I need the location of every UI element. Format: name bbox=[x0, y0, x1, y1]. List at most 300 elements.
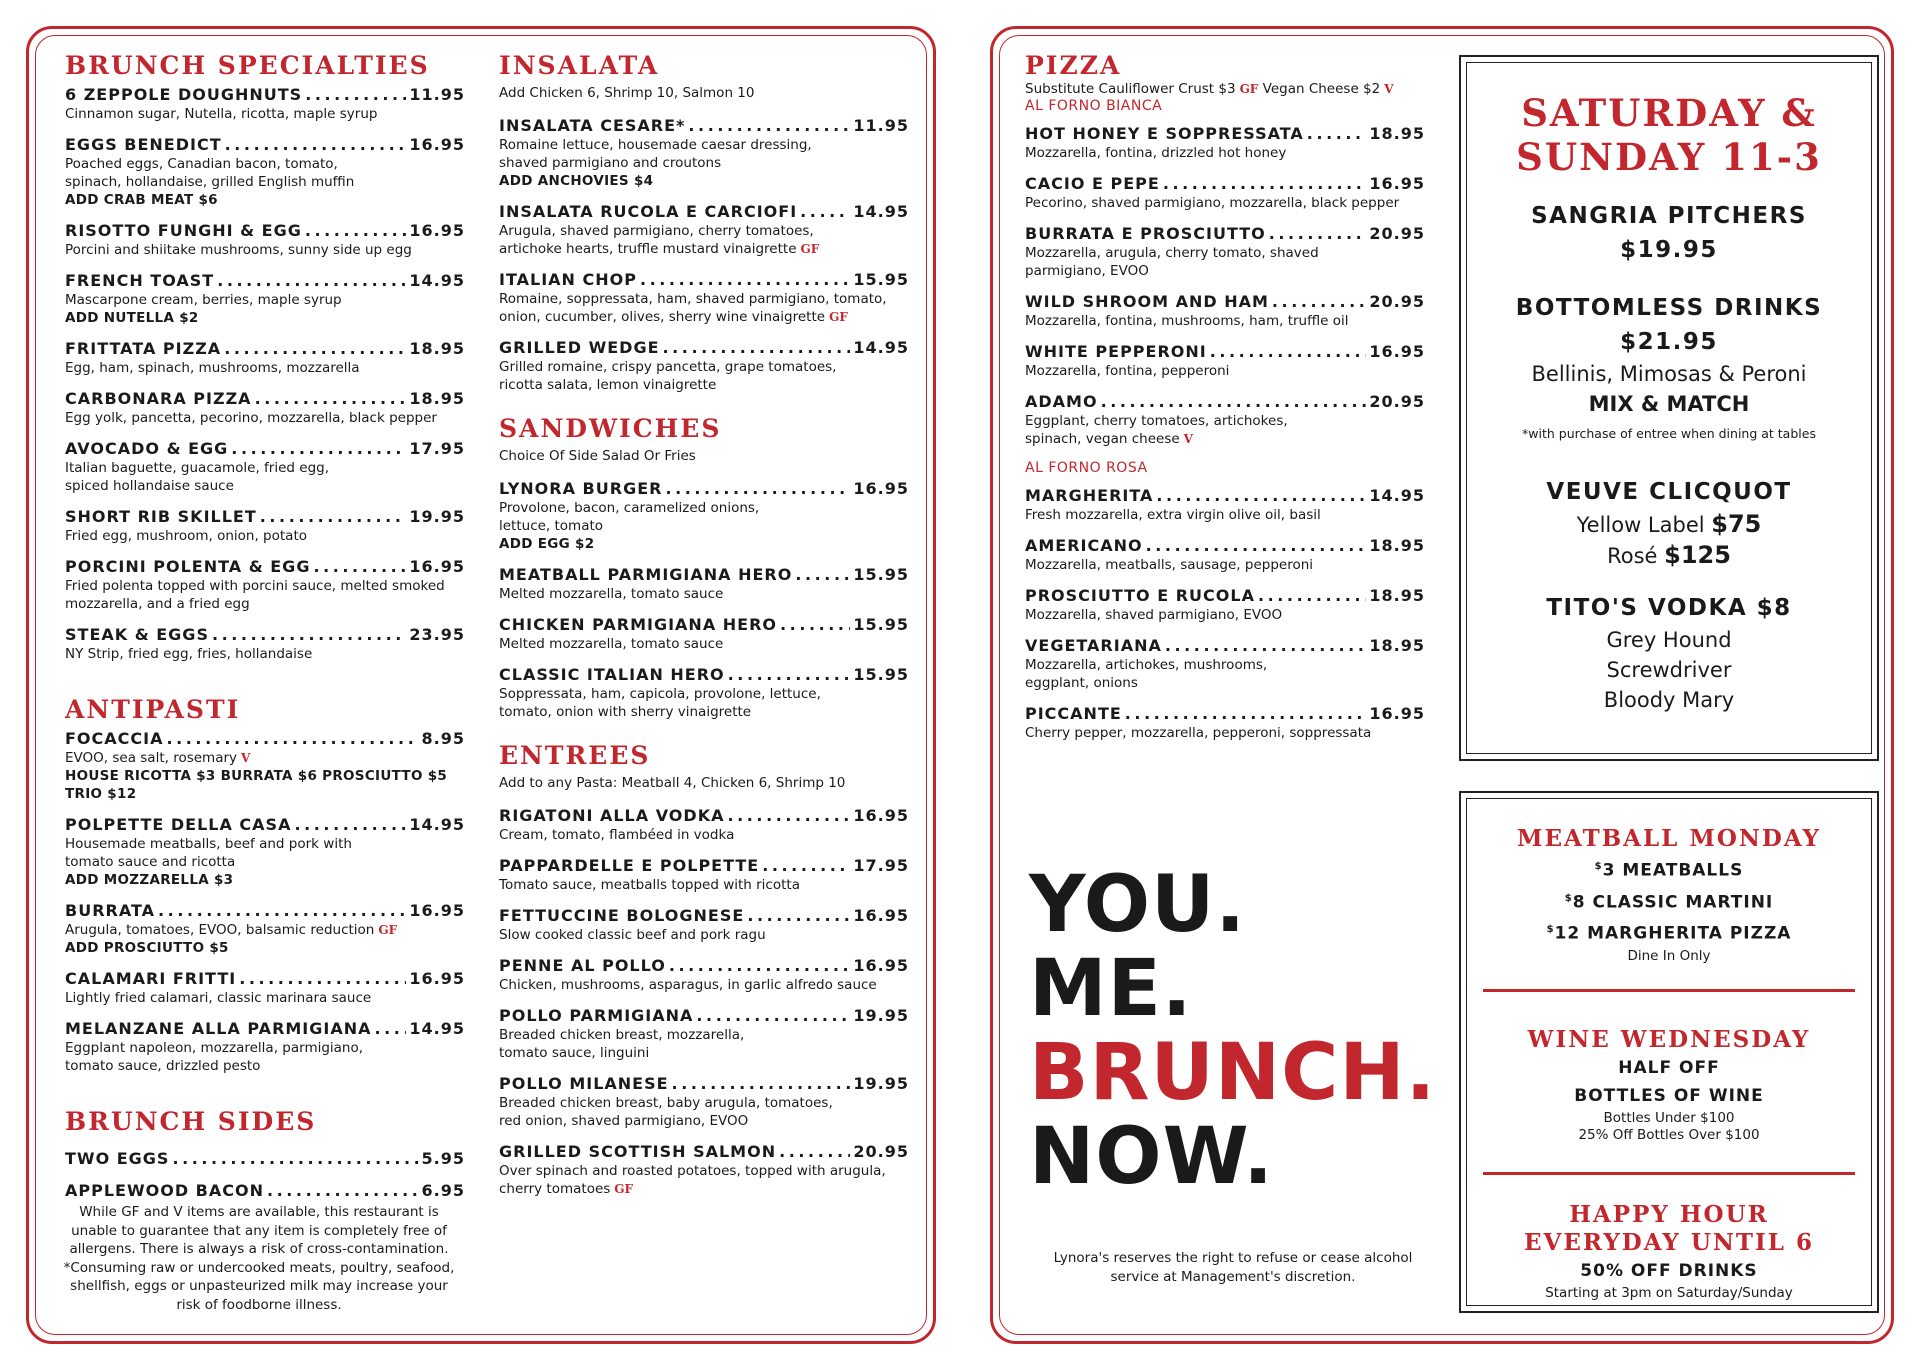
menu-item-description bbox=[499, 703, 909, 721]
dot-leader bbox=[800, 202, 850, 222]
description-text: NY Strip, fried egg, fries, hollandaise bbox=[65, 646, 313, 662]
menu-item-name: CHICKEN PARMIGIANA HERO bbox=[499, 615, 778, 634]
menu-item bbox=[499, 116, 909, 190]
menu-item-description bbox=[65, 527, 465, 545]
menu-item-price: 18.95 bbox=[1369, 536, 1425, 555]
menu-item-description bbox=[65, 173, 465, 191]
description-text: parmigiano, EVOO bbox=[1025, 263, 1149, 279]
menu-item-header bbox=[65, 85, 465, 105]
description-text: spinach, hollandaise, grilled English muffin bbox=[65, 174, 355, 190]
menu-item-description bbox=[499, 136, 909, 154]
yellow-label-text: Yellow Label bbox=[1576, 513, 1705, 537]
menu-item-name: FRITTATA PIZZA bbox=[65, 339, 222, 358]
menu-item-header bbox=[65, 221, 465, 241]
menu-item bbox=[65, 271, 465, 327]
dot-leader bbox=[727, 806, 850, 826]
description-text: Soppressata, ham, capicola, provolone, lettuce, bbox=[499, 686, 821, 702]
menu-item-header bbox=[65, 389, 465, 409]
menu-item-description bbox=[1025, 430, 1425, 448]
menu-item-description bbox=[65, 1039, 465, 1057]
description-text: Melted mozzarella, tomato sauce bbox=[499, 636, 724, 652]
rose-price: $125 bbox=[1664, 541, 1731, 569]
menu-item-name: WILD SHROOM AND HAM bbox=[1025, 292, 1269, 311]
description-text: Breaded chicken breast, baby arugula, tomatoes, bbox=[499, 1095, 833, 1111]
menu-item-description bbox=[499, 685, 909, 703]
menu-item bbox=[499, 1142, 909, 1198]
menu-item-name: APPLEWOOD BACON bbox=[65, 1181, 264, 1200]
menu-item-description bbox=[499, 926, 909, 944]
menu-item-price: 16.95 bbox=[853, 906, 909, 925]
veuve-label: VEUVE CLICQUOT bbox=[1546, 479, 1792, 505]
dot-leader bbox=[305, 85, 406, 105]
brunch-specialties-section bbox=[65, 51, 465, 663]
menu-item-header bbox=[65, 625, 465, 645]
menu-item bbox=[65, 85, 465, 123]
veuve-rose bbox=[1461, 540, 1877, 571]
menu-item-header bbox=[499, 338, 909, 358]
description-text: Housemade meatballs, beef and pork with bbox=[65, 836, 352, 852]
dot-leader bbox=[665, 479, 850, 499]
menu-item-name: ADAMO bbox=[1025, 392, 1098, 411]
menu-item-name: RIGATONI ALLA VODKA bbox=[499, 806, 725, 825]
menu-item-name: STEAK & EGGS bbox=[65, 625, 209, 644]
menu-item-price: 18.95 bbox=[1369, 586, 1425, 605]
menu-item-list bbox=[499, 116, 909, 394]
description-text: Lightly fried calamari, classic marinara sauce bbox=[65, 990, 372, 1006]
menu-item-name: CLASSIC ITALIAN HERO bbox=[499, 665, 725, 684]
menu-item-description bbox=[1025, 674, 1425, 692]
dot-leader bbox=[225, 135, 407, 155]
menu-item bbox=[1025, 586, 1425, 624]
happy-title: EVERYDAY UNTIL 6 bbox=[1524, 1228, 1814, 1256]
menu-item-description bbox=[499, 635, 909, 653]
bottomless-price: $21.95 bbox=[1620, 329, 1718, 355]
menu-item-name: EGGS BENEDICT bbox=[65, 135, 222, 154]
menu-item-header bbox=[65, 901, 465, 921]
menu-item-name: TWO EGGS bbox=[65, 1149, 170, 1168]
dot-leader bbox=[260, 507, 407, 527]
menu-item bbox=[65, 135, 465, 209]
menu-item-description bbox=[499, 240, 909, 258]
brunch-sides-section bbox=[65, 1107, 465, 1201]
dot-leader bbox=[313, 557, 406, 577]
menu-item-description bbox=[499, 290, 909, 308]
description-text: Mozzarella, arugula, cherry tomato, shaved bbox=[1025, 245, 1319, 261]
dot-leader bbox=[780, 615, 850, 635]
dot-leader bbox=[255, 389, 407, 409]
section-title: BRUNCH SIDES bbox=[65, 1107, 317, 1136]
menu-item-price: 5.95 bbox=[421, 1149, 465, 1168]
titos-label: TITO'S VODKA $8 bbox=[1546, 595, 1792, 621]
description-text: Tomato sauce, meatballs topped with ricotta bbox=[499, 877, 800, 893]
description-text: Porcini and shiitake mushrooms, sunny side up egg bbox=[65, 242, 412, 258]
menu-item bbox=[499, 906, 909, 944]
dot-leader bbox=[1125, 704, 1367, 724]
menu-item-price: 16.95 bbox=[409, 557, 465, 576]
menu-item-header bbox=[65, 1181, 465, 1201]
description-text: Arugula, shaved parmigiano, cherry tomatoes, bbox=[499, 223, 814, 239]
menu-item-price: 20.95 bbox=[853, 1142, 909, 1161]
menu-item bbox=[65, 1181, 465, 1201]
menu-item-header bbox=[499, 856, 909, 876]
menu-item-header bbox=[1025, 536, 1425, 556]
menu-item-list bbox=[499, 479, 909, 721]
dot-leader bbox=[747, 906, 850, 926]
dot-leader bbox=[1165, 636, 1367, 656]
menu-item bbox=[499, 806, 909, 844]
menu-item bbox=[499, 338, 909, 394]
happy-line: 50% OFF DRINKS bbox=[1580, 1260, 1758, 1281]
menu-item-name: MEATBALL PARMIGIANA HERO bbox=[499, 565, 793, 584]
menu-item-name: PORCINI POLENTA & EGG bbox=[65, 557, 311, 576]
description-text: Egg yolk, pancetta, pecorino, mozzarella, black pepper bbox=[65, 410, 437, 426]
menu-item-description bbox=[499, 876, 909, 894]
description-text: Mozzarella, meatballs, sausage, pepperoni bbox=[1025, 557, 1314, 573]
description-text: Fresh mozzarella, extra virgin olive oil, basil bbox=[1025, 507, 1321, 523]
menu-item-name: MELANZANE ALLA PARMIGIANA bbox=[65, 1019, 372, 1038]
dot-leader bbox=[1146, 536, 1367, 556]
menu-item-description bbox=[499, 826, 909, 844]
dot-leader bbox=[1269, 224, 1367, 244]
menu-item-description bbox=[499, 585, 909, 603]
section-note: Choice Of Side Salad Or Fries bbox=[499, 448, 696, 464]
menu-item-addon: ADD PROSCIUTTO $5 bbox=[65, 940, 229, 956]
fine-print: *with purchase of entree when dining at tables bbox=[1522, 426, 1816, 441]
dot-leader bbox=[762, 856, 850, 876]
description-text: cherry tomatoes bbox=[499, 1181, 611, 1197]
menu-item-price: 14.95 bbox=[853, 202, 909, 221]
menu-item-price: 16.95 bbox=[409, 969, 465, 988]
dot-leader bbox=[728, 665, 851, 685]
entrees-section bbox=[499, 741, 909, 1198]
menu-item-description bbox=[65, 241, 465, 259]
menu-item-name: GRILLED SCOTTISH SALMON bbox=[499, 1142, 777, 1161]
menu-item-addon: ADD ANCHOVIES $4 bbox=[499, 173, 654, 189]
sangria-price: $19.95 bbox=[1620, 237, 1718, 263]
menu-item-header bbox=[1025, 586, 1425, 606]
description-text: Grilled romaine, crispy pancetta, grape tomatoes, bbox=[499, 359, 837, 375]
bottomless-desc: Bellinis, Mimosas & Peroni bbox=[1531, 362, 1807, 386]
menu-item-header bbox=[499, 806, 909, 826]
dot-leader bbox=[696, 1006, 850, 1026]
dot-leader bbox=[267, 1181, 419, 1201]
monday-line-text: 12 MARGHERITA PIZZA bbox=[1554, 923, 1792, 944]
section-note: Add Chicken 6, Shrimp 10, Salmon 10 bbox=[499, 85, 755, 101]
menu-item-name: CACIO E PEPE bbox=[1025, 174, 1160, 193]
weekly-specials-box bbox=[1459, 791, 1879, 1313]
menu-item bbox=[499, 565, 909, 603]
menu-item-header bbox=[1025, 124, 1425, 144]
menu-item bbox=[65, 339, 465, 377]
menu-item-header bbox=[499, 906, 909, 926]
right-column bbox=[499, 51, 909, 1210]
dot-leader bbox=[1272, 292, 1366, 312]
pizza-column bbox=[1025, 51, 1425, 754]
menu-item bbox=[65, 507, 465, 545]
description-text: shaved parmigiano and croutons bbox=[499, 155, 722, 171]
menu-item-name: PICCANTE bbox=[1025, 704, 1122, 723]
weekend-title-line2: SUNDAY 11-3 bbox=[1516, 135, 1822, 179]
menu-item-price: 14.95 bbox=[409, 271, 465, 290]
menu-item-description bbox=[1025, 656, 1425, 674]
menu-item bbox=[499, 479, 909, 553]
weekend-title-line1: SATURDAY & bbox=[1521, 91, 1817, 135]
menu-item-price: 20.95 bbox=[1369, 392, 1425, 411]
menu-item-addon: ADD MOZZARELLA $3 bbox=[65, 872, 234, 888]
menu-item-price: 14.95 bbox=[409, 1019, 465, 1038]
dot-leader bbox=[1307, 124, 1367, 144]
menu-item bbox=[499, 856, 909, 894]
menu-item-name: AMERICANO bbox=[1025, 536, 1143, 555]
menu-item-description bbox=[499, 499, 909, 517]
menu-item-name: POLLO PARMIGIANA bbox=[499, 1006, 694, 1025]
menu-item-price: 16.95 bbox=[409, 135, 465, 154]
dot-leader bbox=[795, 565, 850, 585]
menu-item-header bbox=[1025, 224, 1425, 244]
dot-leader bbox=[1258, 586, 1366, 606]
titos-item: Screwdriver bbox=[1606, 658, 1732, 682]
menu-item-name: 6 ZEPPOLE DOUGHNUTS bbox=[65, 85, 303, 104]
menu-item-name: POLPETTE DELLA CASA bbox=[65, 815, 292, 834]
menu-item-header bbox=[499, 1006, 909, 1026]
dot-leader bbox=[158, 901, 406, 921]
meatball-monday bbox=[1461, 793, 1877, 965]
menu-item-header bbox=[499, 615, 909, 635]
menu-item-description bbox=[65, 291, 465, 309]
section-title: ANTIPASTI bbox=[65, 695, 241, 724]
menu-item-description bbox=[499, 1026, 909, 1044]
menu-item-name: MARGHERITA bbox=[1025, 486, 1154, 505]
menu-item-description bbox=[1025, 362, 1425, 380]
menu-item-price: 16.95 bbox=[1369, 704, 1425, 723]
menu-item-price: 20.95 bbox=[1369, 224, 1425, 243]
antipasti-section bbox=[65, 695, 465, 1075]
monday-line-text: 8 CLASSIC MARTINI bbox=[1572, 892, 1774, 913]
menu-item-description bbox=[65, 577, 465, 595]
section-title: ENTREES bbox=[499, 741, 651, 770]
menu-item-name: BURRATA bbox=[65, 901, 156, 920]
pizza-substitutions bbox=[1025, 81, 1425, 98]
menu-item-header bbox=[65, 557, 465, 577]
menu-item bbox=[65, 625, 465, 663]
menu-item-description bbox=[499, 154, 909, 172]
menu-item bbox=[65, 1019, 465, 1075]
menu-item bbox=[1025, 224, 1425, 280]
happy-note: Starting at 3pm on Saturday/Sunday bbox=[1545, 1284, 1793, 1301]
menu-item-description bbox=[1025, 194, 1425, 212]
menu-item-description bbox=[499, 308, 909, 326]
menu-item-description bbox=[1025, 556, 1425, 574]
menu-item-header bbox=[499, 956, 909, 976]
section-title: PIZZA bbox=[1025, 51, 1122, 80]
menu-item-price: 23.95 bbox=[409, 625, 465, 644]
description-text: artichoke hearts, truffle mustard vinaigrette bbox=[499, 241, 797, 257]
menu-item-header bbox=[65, 439, 465, 459]
menu-item bbox=[1025, 536, 1425, 574]
menu-item bbox=[65, 901, 465, 957]
menu-item bbox=[65, 221, 465, 259]
menu-item-list bbox=[65, 1149, 465, 1201]
description-text: Slow cooked classic beef and pork ragu bbox=[499, 927, 766, 943]
menu-item-header bbox=[65, 507, 465, 527]
dot-leader bbox=[669, 956, 851, 976]
description-text: ricotta salata, lemon vinaigrette bbox=[499, 377, 717, 393]
slogan-line: NOW. bbox=[1029, 1112, 1274, 1202]
menu-item-price: 18.95 bbox=[409, 389, 465, 408]
description-text: Over spinach and roasted potatoes, topped with arugula, bbox=[499, 1163, 886, 1179]
wednesday-note: 25% Off Bottles Over $100 bbox=[1578, 1126, 1760, 1143]
section-title: INSALATA bbox=[499, 51, 660, 80]
menu-item-name: POLLO MILANESE bbox=[499, 1074, 669, 1093]
dot-leader bbox=[1210, 342, 1367, 362]
menu-item-header bbox=[499, 479, 909, 499]
section-note: Add to any Pasta: Meatball 4, Chicken 6, Shrimp 10 bbox=[499, 775, 846, 791]
menu-item-list bbox=[1025, 124, 1425, 448]
vegan-cheese-note: Vegan Cheese $2 bbox=[1262, 81, 1381, 97]
menu-item-description bbox=[65, 835, 465, 853]
monday-line bbox=[1461, 885, 1877, 917]
section-title: BRUNCH SPECIALTIES bbox=[65, 51, 430, 80]
menu-item-price: 14.95 bbox=[853, 338, 909, 357]
menu-item-description bbox=[65, 921, 465, 939]
description-text: EVOO, sea salt, rosemary bbox=[65, 750, 238, 766]
menu-item-name: SHORT RIB SKILLET bbox=[65, 507, 257, 526]
monday-note: Dine In Only bbox=[1627, 947, 1711, 964]
dot-leader bbox=[1156, 486, 1366, 506]
description-text: tomato sauce, drizzled pesto bbox=[65, 1058, 261, 1074]
menu-item-description bbox=[499, 1180, 909, 1198]
dot-leader bbox=[305, 221, 407, 241]
dollar-sup: $ bbox=[1594, 861, 1603, 872]
dietary-tag: V bbox=[241, 751, 251, 765]
menu-item-header bbox=[499, 202, 909, 222]
menu-item-description bbox=[499, 376, 909, 394]
menu-item-name: ITALIAN CHOP bbox=[499, 270, 637, 289]
description-text: tomato, onion with sherry vinaigrette bbox=[499, 704, 752, 720]
menu-item-header bbox=[1025, 174, 1425, 194]
description-text: spiced hollandaise sauce bbox=[65, 478, 234, 494]
menu-item-header bbox=[499, 270, 909, 290]
menu-item bbox=[1025, 342, 1425, 380]
menu-item-header bbox=[65, 729, 465, 749]
right-menu-panel bbox=[990, 26, 1894, 1344]
description-text: Mozzarella, fontina, drizzled hot honey bbox=[1025, 145, 1287, 161]
menu-item bbox=[499, 956, 909, 994]
menu-item-price: 16.95 bbox=[409, 901, 465, 920]
description-text: Poached eggs, Canadian bacon, tomato, bbox=[65, 156, 338, 172]
monday-line-text: 3 MEATBALLS bbox=[1602, 860, 1744, 881]
menu-item-addon: ADD EGG $2 bbox=[499, 536, 595, 552]
menu-item-addon: ADD CRAB MEAT $6 bbox=[65, 192, 218, 208]
menu-item-price: 18.95 bbox=[1369, 636, 1425, 655]
menu-item bbox=[65, 439, 465, 495]
menu-item-description bbox=[65, 1057, 465, 1075]
description-text: Cinnamon sugar, Nutella, ricotta, maple syrup bbox=[65, 106, 378, 122]
menu-item-description bbox=[1025, 262, 1425, 280]
menu-item-header bbox=[65, 271, 465, 291]
menu-item bbox=[65, 969, 465, 1007]
menu-item-list bbox=[65, 729, 465, 1075]
dot-leader bbox=[294, 815, 406, 835]
description-text: Mozzarella, artichokes, mushrooms, bbox=[1025, 657, 1268, 673]
menu-item-description bbox=[1025, 412, 1425, 430]
menu-item bbox=[1025, 392, 1425, 448]
menu-item-price: 16.95 bbox=[1369, 342, 1425, 361]
allergen-disclaimer: While GF and V items are available, this restaurant is unable to guarantee that any item is completely free of allergens. There is always a risk of cross-contamination. *Consuming raw or undercooked meats, poultry, seafood, shellfish, eggs or unpasteurized milk may increase your risk of foodborne illness. bbox=[63, 1204, 455, 1313]
description-text: Fried egg, mushroom, onion, potato bbox=[65, 528, 307, 544]
menu-item-description bbox=[1025, 312, 1425, 330]
dot-leader bbox=[166, 729, 418, 749]
menu-item-header bbox=[65, 969, 465, 989]
menu-item-description bbox=[499, 1162, 909, 1180]
menu-item-price: 16.95 bbox=[853, 806, 909, 825]
menu-item-name: HOT HONEY E SOPPRESSATA bbox=[1025, 124, 1304, 143]
menu-item bbox=[65, 557, 465, 613]
menu-item-description bbox=[499, 222, 909, 240]
menu-item-price: 15.95 bbox=[853, 565, 909, 584]
menu-item-name: WHITE PEPPERONI bbox=[1025, 342, 1207, 361]
dietary-tag: GF bbox=[800, 242, 820, 256]
description-text: Mozzarella, fontina, mushrooms, ham, truffle oil bbox=[1025, 313, 1349, 329]
menu-item bbox=[1025, 292, 1425, 330]
dot-leader bbox=[375, 1019, 407, 1039]
wednesday-note: Bottles Under $100 bbox=[1603, 1109, 1735, 1126]
menu-item bbox=[65, 729, 465, 803]
veuve-yellow bbox=[1461, 509, 1877, 540]
dietary-tag: GF bbox=[378, 923, 398, 937]
left-menu-panel bbox=[26, 26, 936, 1344]
menu-item-description bbox=[499, 976, 909, 994]
menu-item-description bbox=[1025, 606, 1425, 624]
menu-item-header bbox=[65, 339, 465, 359]
menu-item-description bbox=[499, 1112, 909, 1130]
description-text: mozzarella, and a fried egg bbox=[65, 596, 250, 612]
description-text: tomato sauce and ricotta bbox=[65, 854, 236, 870]
description-text: Pecorino, shaved parmigiano, mozzarella, black pepper bbox=[1025, 195, 1400, 211]
dietary-tag: V bbox=[1183, 432, 1193, 446]
bottomless-label: BOTTOMLESS DRINKS bbox=[1515, 295, 1823, 321]
menu-item-description bbox=[499, 358, 909, 376]
dot-leader bbox=[231, 439, 406, 459]
menu-item-description bbox=[65, 155, 465, 173]
description-text: Chicken, mushrooms, asparagus, in garlic alfredo sauce bbox=[499, 977, 877, 993]
mix-and-match: MIX & MATCH bbox=[1588, 392, 1750, 416]
dot-leader bbox=[1101, 392, 1367, 412]
menu-item-name: LYNORA BURGER bbox=[499, 479, 663, 498]
menu-item-price: 16.95 bbox=[409, 221, 465, 240]
menu-item-price: 19.95 bbox=[853, 1074, 909, 1093]
description-text: Arugula, tomatoes, EVOO, balsamic reduction bbox=[65, 922, 375, 938]
menu-item-price: 6.95 bbox=[421, 1181, 465, 1200]
dot-leader bbox=[212, 625, 406, 645]
menu-item-name: FRENCH TOAST bbox=[65, 271, 215, 290]
dietary-tag: GF bbox=[829, 310, 848, 324]
sandwiches-section bbox=[499, 414, 909, 721]
description-text: red onion, shaved parmigiano, EVOO bbox=[499, 1113, 749, 1129]
menu-item-description bbox=[1025, 244, 1425, 262]
menu-item bbox=[499, 1006, 909, 1062]
dietary-tag: GF bbox=[614, 1182, 634, 1196]
menu-item-price: 15.95 bbox=[853, 615, 909, 634]
menu-item-name: VEGETARIANA bbox=[1025, 636, 1162, 655]
menu-item-description bbox=[65, 595, 465, 613]
menu-item-name: GRILLED WEDGE bbox=[499, 338, 660, 357]
menu-item-description bbox=[1025, 144, 1425, 162]
menu-item-header bbox=[1025, 342, 1425, 362]
menu-item-name: RISOTTO FUNGHI & EGG bbox=[65, 221, 302, 240]
dot-leader bbox=[217, 271, 406, 291]
menu-item-header bbox=[1025, 486, 1425, 506]
